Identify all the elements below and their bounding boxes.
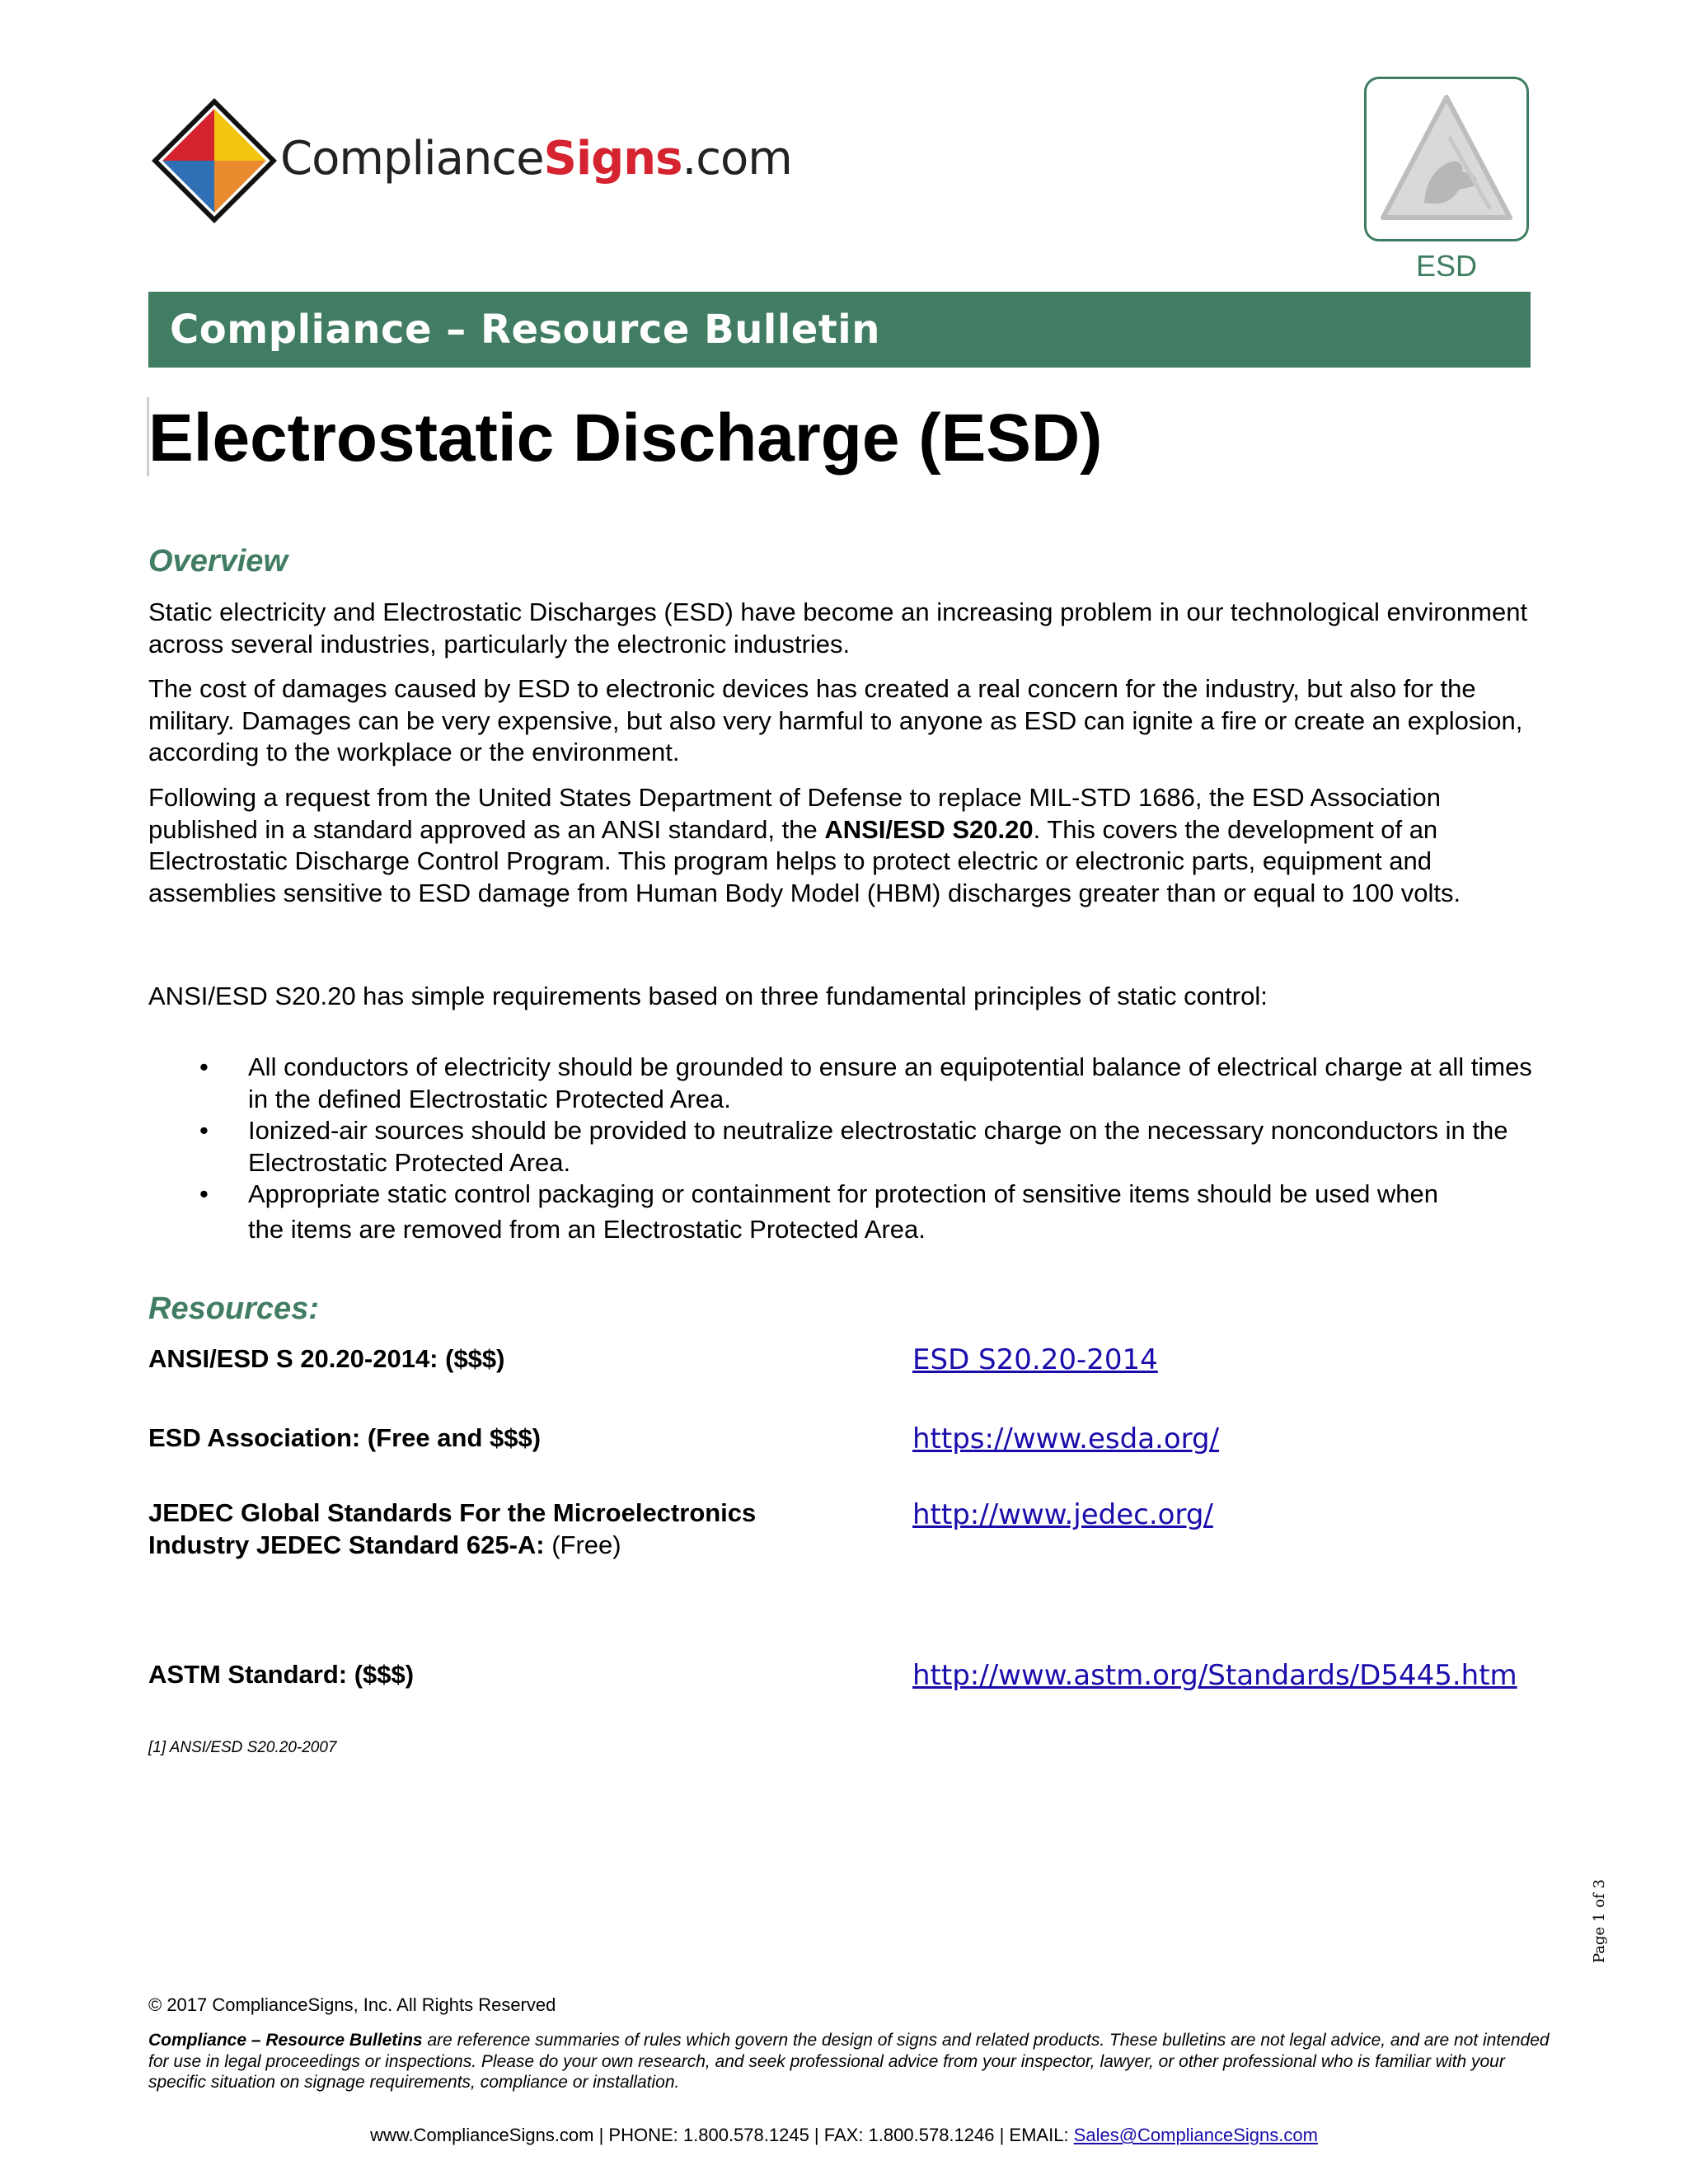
disclaimer-bold: Compliance – Resource Bulletins [148,2031,423,2050]
page-title: Electrostatic Discharge (ESD) [148,401,1103,476]
resource-link[interactable]: ESD S20.20-2014 [912,1343,1158,1376]
resource-label [148,1497,890,1561]
resource-label: ASTM Standard: ($$$) [148,1660,415,1689]
overview-paragraph-4: ANSI/ESD S20.20 has simple requirements based on three fundamental principles of static control: [148,982,1268,1010]
esd-symbol-label: ESD [1415,249,1478,283]
resources-heading: Resources: [148,1291,319,1326]
resource-label-line1: JEDEC Global Standards For the Microelectronics [148,1498,757,1527]
list-item [148,1115,1550,1179]
p3-text-after: . This covers the development of an Electrostatic Discharge Control Program. This program helps to protect electric or electronic parts, equipment and assemblies sensitive to ESD damage from Human Body Model (HBM) discharges greater than or equal to 100 volts. [148,814,1461,907]
copyright-notice: © 2017 ComplianceSigns, Inc. All Rights Reserved [148,1994,556,2015]
overview-paragraph-1: Static electricity and Electrostatic Discharges (ESD) have become an increasing problem in our technological environment across several industries, particularly the electronic industries. [148,598,1528,658]
principles-list [148,1052,1550,1245]
logo-name-part2: Signs [543,132,682,185]
contact-line [0,2125,1688,2146]
list-item [148,1179,1550,1245]
list-item-text: Appropriate static control packaging or containment for protection of sensitive items should be used when [248,1179,1439,1208]
overview-heading: Overview [148,544,288,579]
list-item [148,1052,1550,1115]
contact-text: www.ComplianceSigns.com | PHONE: 1.800.578.1245 | FAX: 1.800.578.1246 | EMAIL: [370,2125,1074,2145]
page-number: Page 1 of 3 [1591,1879,1608,1963]
disclaimer-text: are reference summaries of rules which govern the design of signs and related products. These bulletins are not legal advice, and are not intended for use in legal proceedings or inspections. Please do your own research, and seek professional advice from your inspector, lawyer, or other professional who is familiar with your specific situation on signage requirements, compliance or installation. [148,2031,1550,2092]
bullet-icon: • [199,1052,209,1081]
bullet-icon: • [199,1179,209,1208]
overview-paragraph-3 [148,782,1541,909]
list-item-text: Ionized-air sources should be provided to neutralize electrostatic charge on the necessary nonconductors in the Electrostatic Protected Area. [248,1116,1508,1177]
p3-bold-standard: ANSI/ESD S20.20 [824,814,1034,844]
esd-warning-triangle-icon [1367,79,1526,239]
resource-label-suffix: (Free) [544,1530,621,1559]
bulletin-banner [148,292,1531,368]
banner-title: Compliance – Resource Bulletin [170,307,880,353]
email-link[interactable]: Sales@ComplianceSigns.com [1073,2125,1318,2145]
resource-label: ANSI/ESD S 20.20-2014: ($$$) [148,1344,505,1373]
logo-wordmark [280,132,792,185]
resource-link[interactable]: http://www.jedec.org/ [912,1498,1213,1531]
list-item-text: All conductors of electricity should be grounded to ensure an equipotential balance of electrical charge at all times in the defined Electrostatic Protected Area. [248,1052,1532,1113]
overview-paragraph-2: The cost of damages caused by ESD to electronic devices has created a real concern for the industry, but also for the military. Damages can be very expensive, but also very harmful to anyone as ESD can ignite a fire or create an explosion, according to the workplace or the environment. [148,674,1523,766]
footnote: [1] ANSI/ESD S20.20-2007 [148,1739,337,1756]
resource-link[interactable]: https://www.esda.org/ [912,1422,1220,1455]
logo-name-part1: Compliance [280,132,544,185]
resource-link[interactable]: http://www.astm.org/Standards/D5445.htm [912,1659,1517,1692]
disclaimer [148,2030,1550,2093]
list-item-text-continued: the items are removed from an Electrostatic Protected Area. [248,1214,926,1244]
resource-label-line2: Industry JEDEC Standard 625-A: [148,1530,545,1559]
logo-name-part3: .com [682,132,792,185]
logo-diamond-icon [148,95,280,227]
p3-text-before: Following a request from the United States Department of Defense to replace MIL-STD 1686, the ESD Association published in a standard approved as an ANSI standard, the [148,783,1442,844]
bullet-icon: • [199,1116,209,1145]
resource-label: ESD Association: (Free and $$$) [148,1423,542,1452]
esd-symbol-box [1364,77,1529,241]
